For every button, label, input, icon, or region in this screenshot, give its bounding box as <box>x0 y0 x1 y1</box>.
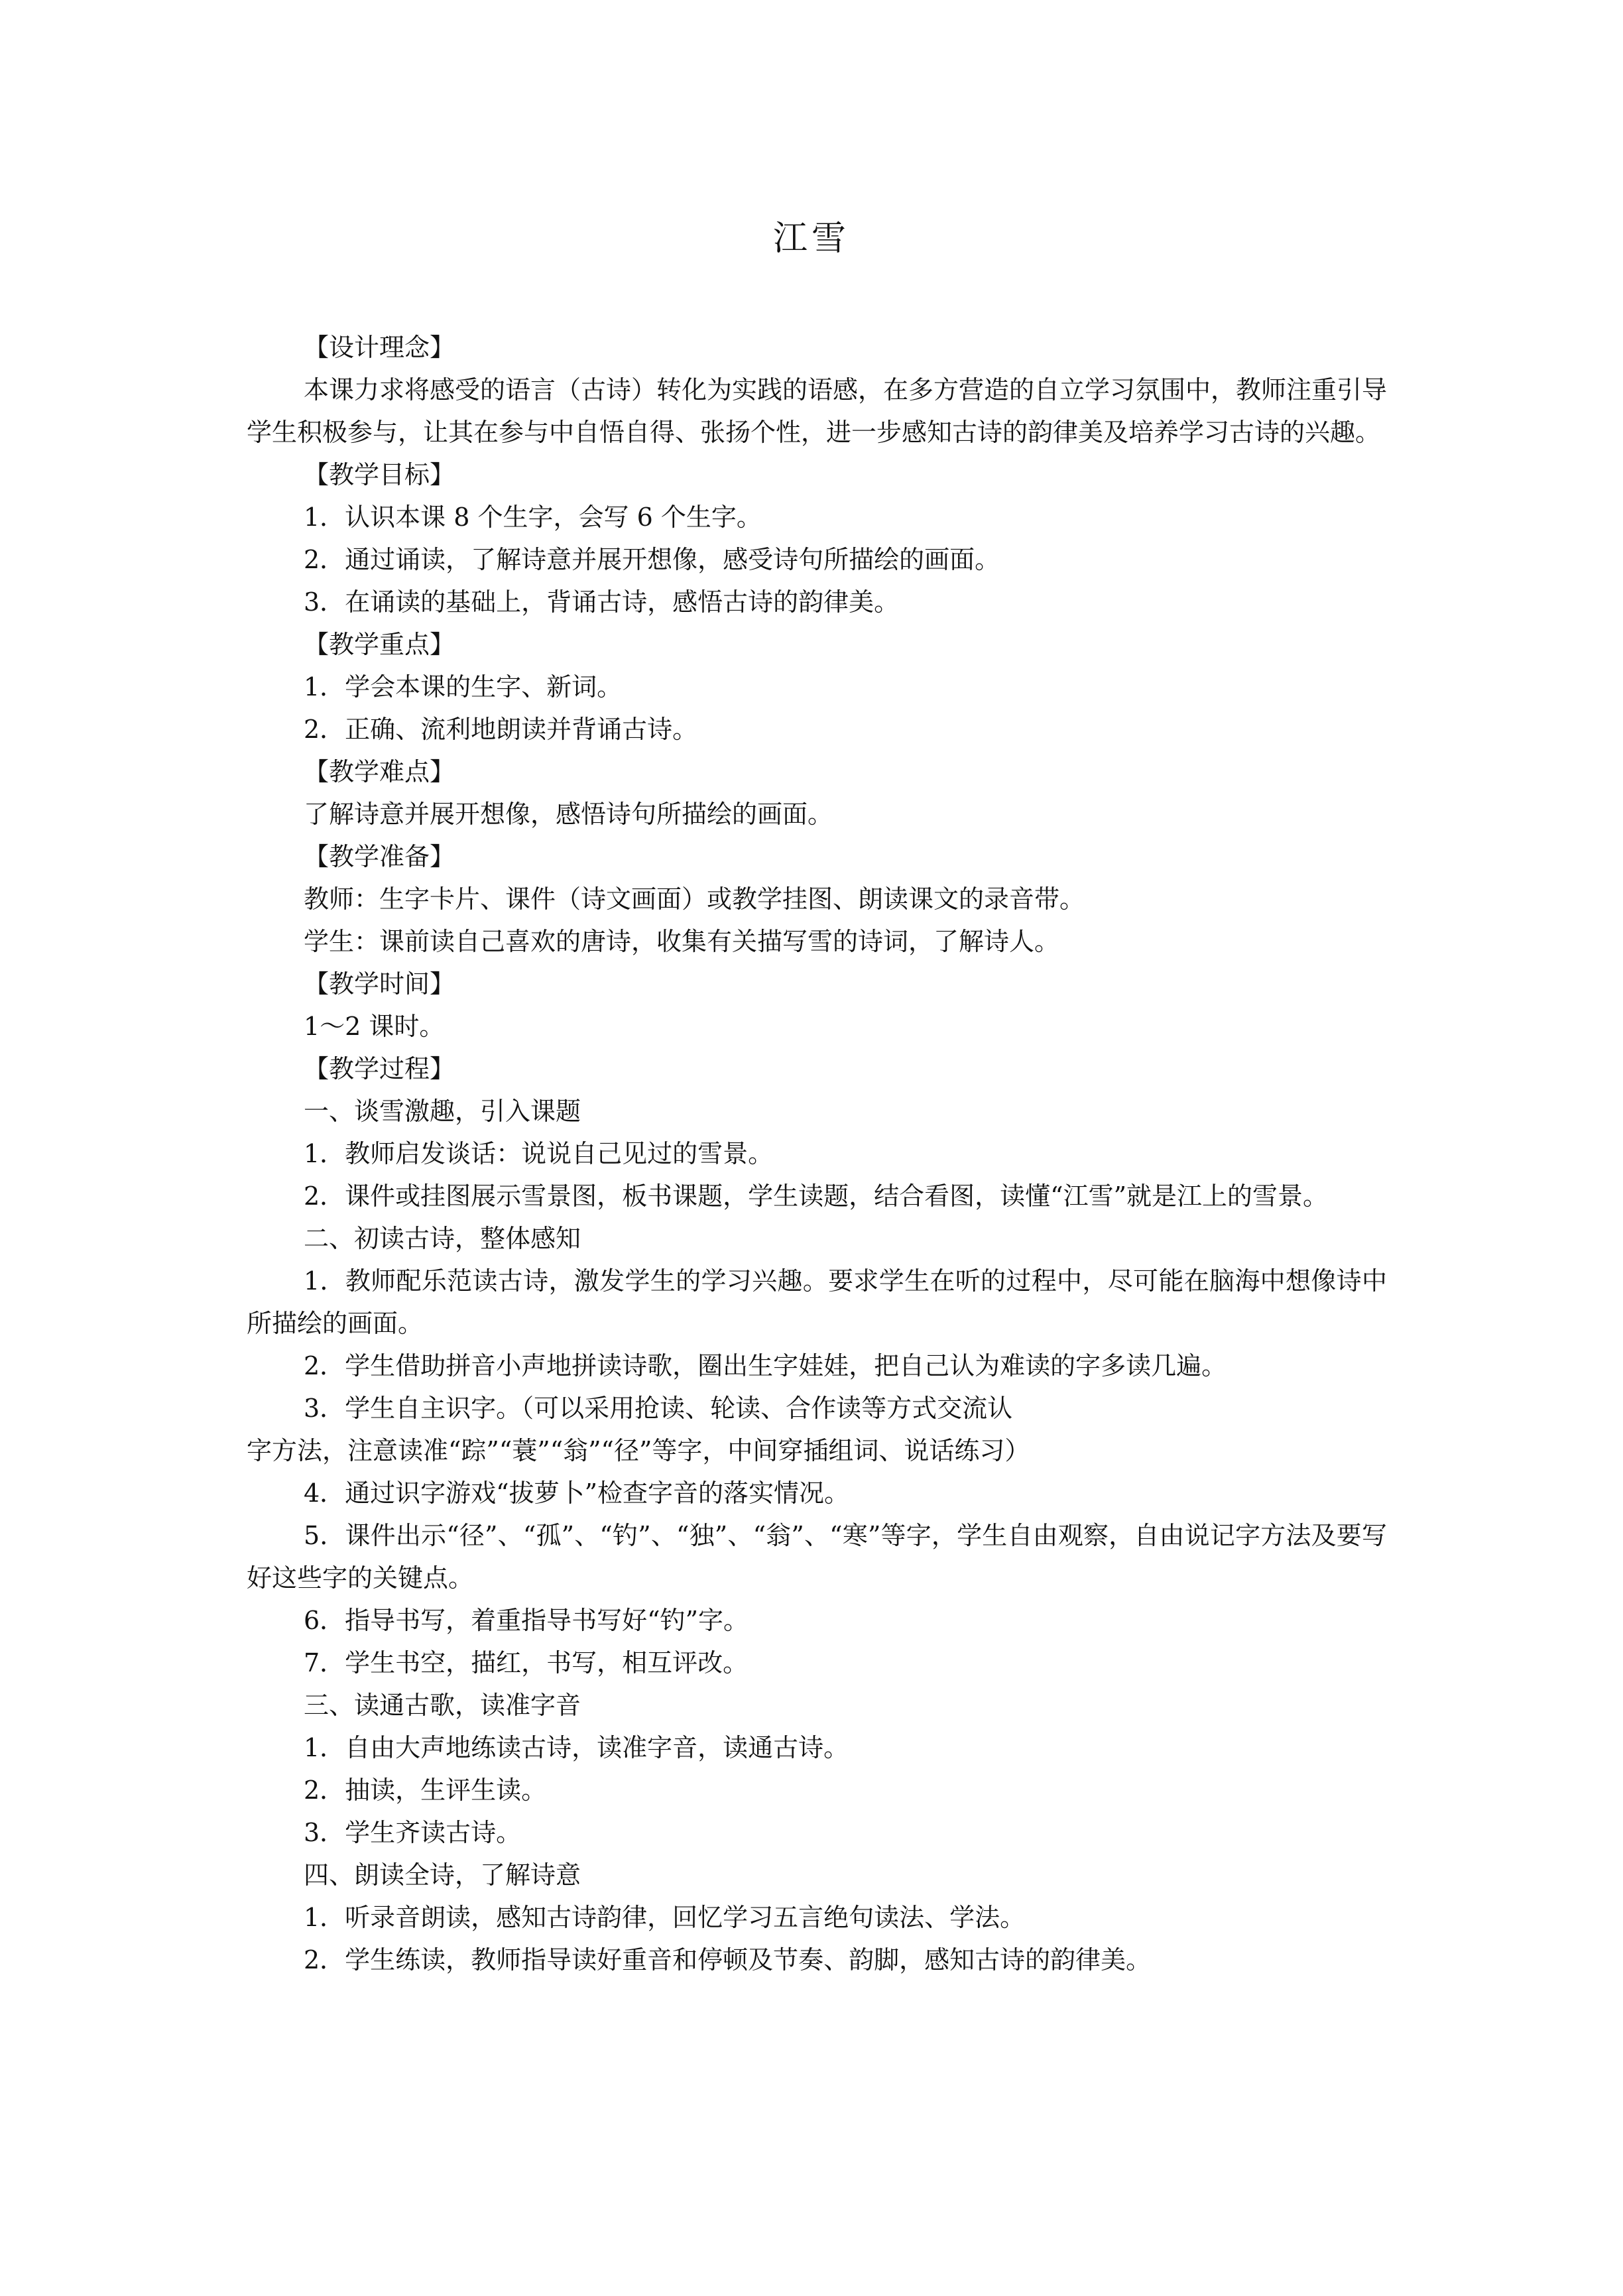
paragraph: 3．在诵读的基础上，背诵古诗，感悟古诗的韵律美。 <box>304 587 900 617</box>
paragraph: 4．通过识字游戏“拔萝卜”检查字音的落实情况。 <box>304 1479 850 1508</box>
paragraph: 2．正确、流利地朗读并背诵古诗。 <box>304 715 698 744</box>
paragraph: 【教学难点】 <box>304 757 455 786</box>
paragraph: 【教学准备】 <box>304 842 455 871</box>
paragraph: 三、读通古歌，读准字音 <box>304 1691 581 1720</box>
paragraph: 2．抽读，生评生读。 <box>304 1776 547 1805</box>
paragraph: 【教学过程】 <box>304 1054 455 1083</box>
paragraph: 3．学生自主识字。（可以采用抢读、轮读、合作读等方式交流认 <box>304 1394 1013 1423</box>
paragraph: 学生：课前读自己喜欢的唐诗，收集有关描写雪的诗词，了解诗人。 <box>304 927 1060 956</box>
paragraph: 1．教师配乐范读古诗，激发学生的学习兴趣。要求学生在听的过程中，尽可能在脑海中想像诗中所描绘的画面。 <box>247 1266 1387 1338</box>
paragraph: 2．学生借助拼音小声地拼读诗歌，圈出生字娃娃，把自己认为难读的字多读几遍。 <box>304 1351 1227 1380</box>
paragraph: 字方法，注意读准“踪”“蓑”“翁”“径”等字，中间穿插组词、说话练习） <box>247 1436 1030 1465</box>
paragraph: 四、朗读全诗，了解诗意 <box>304 1860 581 1890</box>
paragraph: 1．听录音朗读，感知古诗韵律，回忆学习五言绝句读法、学法。 <box>304 1903 1026 1932</box>
paragraph: 二、初读古诗，整体感知 <box>304 1224 581 1253</box>
paragraph: 【教学时间】 <box>304 969 455 998</box>
paragraph: 7．学生书空，描红，书写，相互评改。 <box>304 1648 749 1677</box>
paragraph: 1．教师启发谈话：说说自己见过的雪景。 <box>304 1139 774 1168</box>
paragraph: 1．认识本课 8 个生字，会写 6 个生字。 <box>304 503 762 532</box>
paragraph: 1．自由大声地练读古诗，读准字音，读通古诗。 <box>304 1733 849 1762</box>
paragraph: 6．指导书写，着重指导书写好“钓”字。 <box>304 1606 749 1635</box>
paragraph: 【教学目标】 <box>304 460 455 489</box>
paragraph: 2．学生练读，教师指导读好重音和停顿及节奏、韵脚，感知古诗的韵律美。 <box>304 1945 1152 1974</box>
paragraph: 1．学会本课的生字、新词。 <box>304 672 623 701</box>
paragraph: 2．课件或挂图展示雪景图，板书课题，学生读题，结合看图，读懂“江雪”就是江上的雪景。 <box>304 1181 1329 1211</box>
paragraph: 3．学生齐读古诗。 <box>304 1818 522 1847</box>
paragraph: 一、谈雪激趣，引入课题 <box>304 1097 581 1126</box>
paragraph: 了解诗意并展开想像，感悟诗句所描绘的画面。 <box>304 800 833 829</box>
paragraph: 【设计理念】 <box>304 333 455 362</box>
paragraph: 2．通过诵读，了解诗意并展开想像，感受诗句所描绘的画面。 <box>304 545 1000 574</box>
document-title: 江雪 <box>772 219 850 259</box>
document-body <box>247 326 1387 1981</box>
paragraph: 5．课件出示“径”、“孤”、“钓”、“独”、“翁”、“寒”等字，学生自由观察，自由说记字方法及要写好这些字的关键点。 <box>247 1521 1387 1593</box>
paragraph: 【教学重点】 <box>304 630 455 659</box>
paragraph: 本课力求将感受的语言（古诗）转化为实践的语感，在多方营造的自立学习氛围中，教师注重引导学生积极参与，让其在参与中自悟自得、张扬个性，进一步感知古诗的韵律美及培养学习古诗的兴趣。 <box>247 375 1388 447</box>
paragraph: 教师：生字卡片、课件（诗文画面）或教学挂图、朗读课文的录音带。 <box>304 884 1085 914</box>
paragraph: 1～2 课时。 <box>304 1012 445 1041</box>
